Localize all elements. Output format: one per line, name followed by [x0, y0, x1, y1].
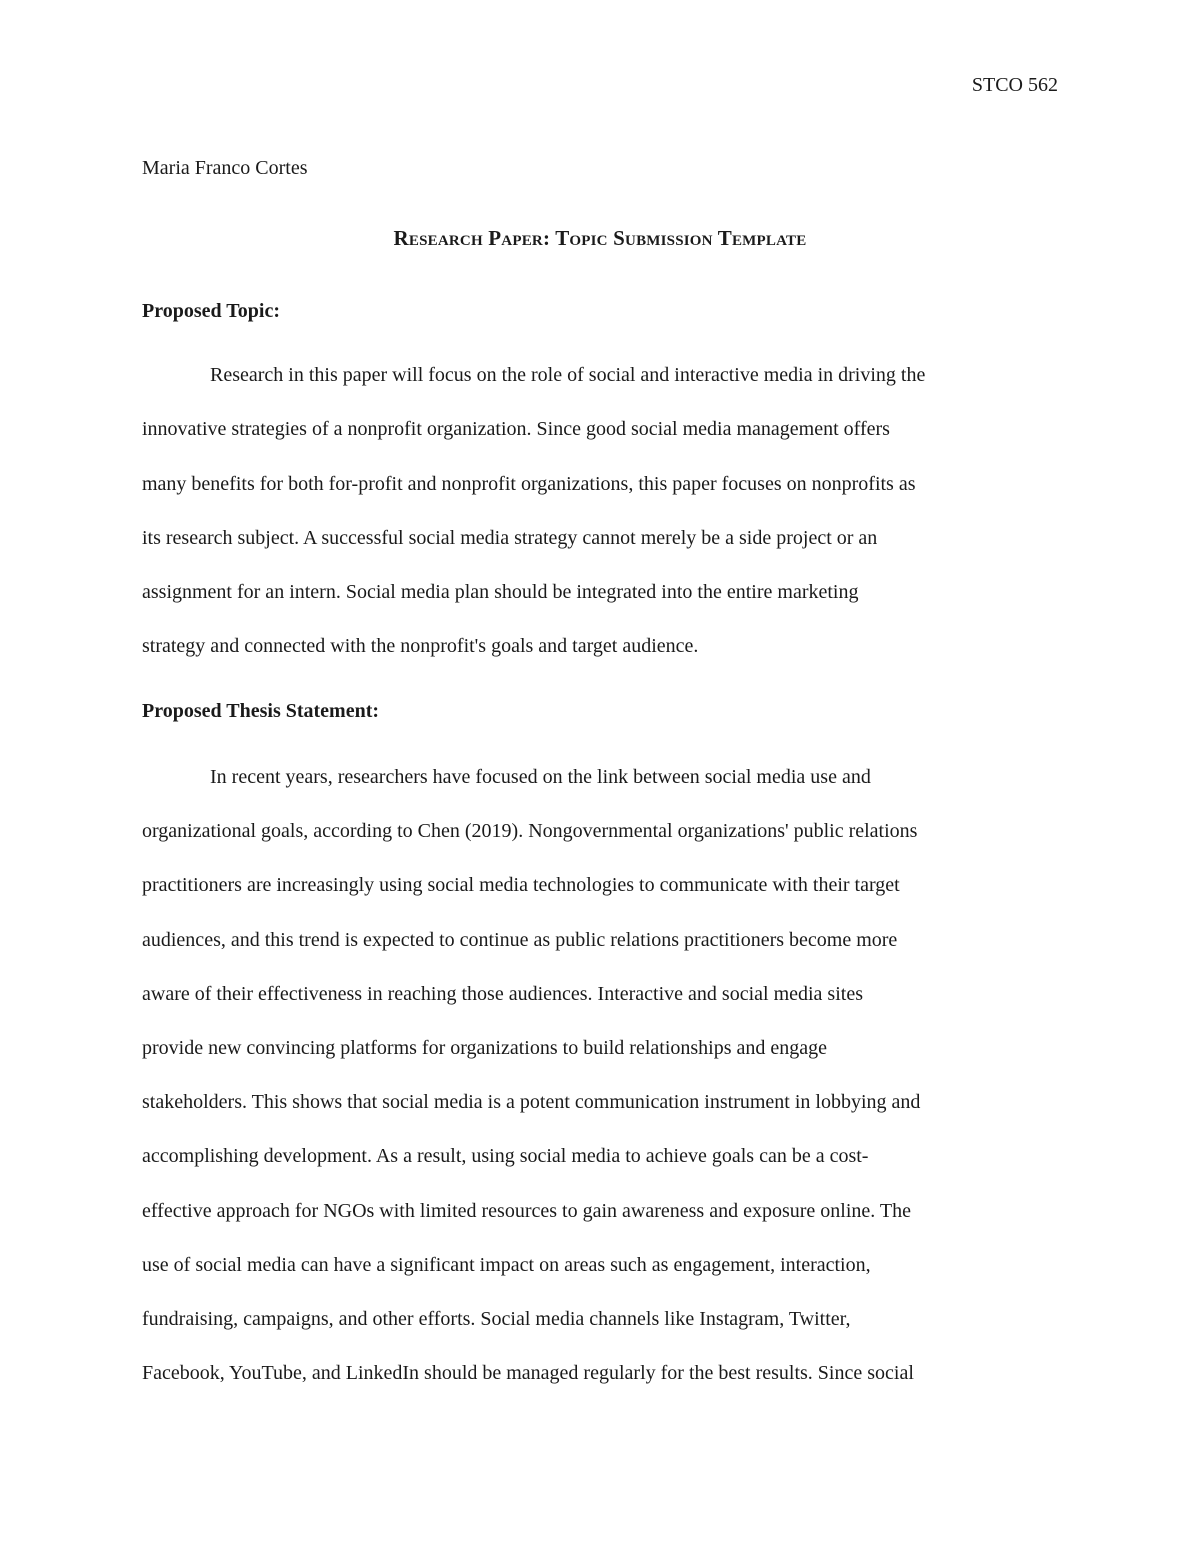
thesis-line: fundraising, campaigns, and other efforts. Social media channels like Instagram, Twitter,	[142, 1308, 851, 1330]
topic-line: strategy and connected with the nonprofit's goals and target audience.	[142, 635, 699, 657]
thesis-line: aware of their effectiveness in reaching those audiences. Interactive and social media sites	[142, 983, 863, 1005]
author-name: Maria Franco Cortes	[142, 157, 308, 179]
heading-proposed-thesis: Proposed Thesis Statement:	[142, 700, 380, 722]
thesis-line: In recent years, researchers have focused on the link between social media use and	[210, 766, 871, 788]
thesis-line: practitioners are increasingly using social media technologies to communicate with their target	[142, 874, 900, 896]
thesis-line: accomplishing development. As a result, using social media to achieve goals can be a cost-	[142, 1145, 869, 1167]
thesis-line: provide new convincing platforms for organizations to build relationships and engage	[142, 1037, 828, 1059]
topic-line: innovative strategies of a nonprofit organization. Since good social media management offers	[142, 418, 890, 440]
topic-line: Research in this paper will focus on the role of social and interactive media in driving the	[210, 364, 926, 386]
thesis-line: organizational goals, according to Chen (2019). Nongovernmental organizations' public relations	[142, 820, 918, 842]
topic-line: many benefits for both for-profit and nonprofit organizations, this paper focuses on nonprofits as	[142, 473, 916, 495]
thesis-line: audiences, and this trend is expected to continue as public relations practitioners become more	[142, 929, 898, 951]
thesis-line: use of social media can have a significant impact on areas such as engagement, interaction,	[142, 1254, 871, 1276]
running-head: STCO 562	[971, 74, 1058, 96]
thesis-line: Facebook, YouTube, and LinkedIn should be managed regularly for the best results. Since social	[142, 1362, 914, 1384]
thesis-line: effective approach for NGOs with limited resources to gain awareness and exposure online. The	[142, 1200, 912, 1222]
topic-line: its research subject. A successful social media strategy cannot merely be a side project or an	[142, 527, 878, 549]
thesis-line: stakeholders. This shows that social media is a potent communication instrument in lobbying and	[142, 1091, 921, 1113]
document-title: Research Paper: Topic Submission Template	[393, 226, 807, 250]
topic-line: assignment for an intern. Social media plan should be integrated into the entire marketing	[142, 581, 859, 603]
heading-proposed-topic: Proposed Topic:	[142, 300, 280, 322]
